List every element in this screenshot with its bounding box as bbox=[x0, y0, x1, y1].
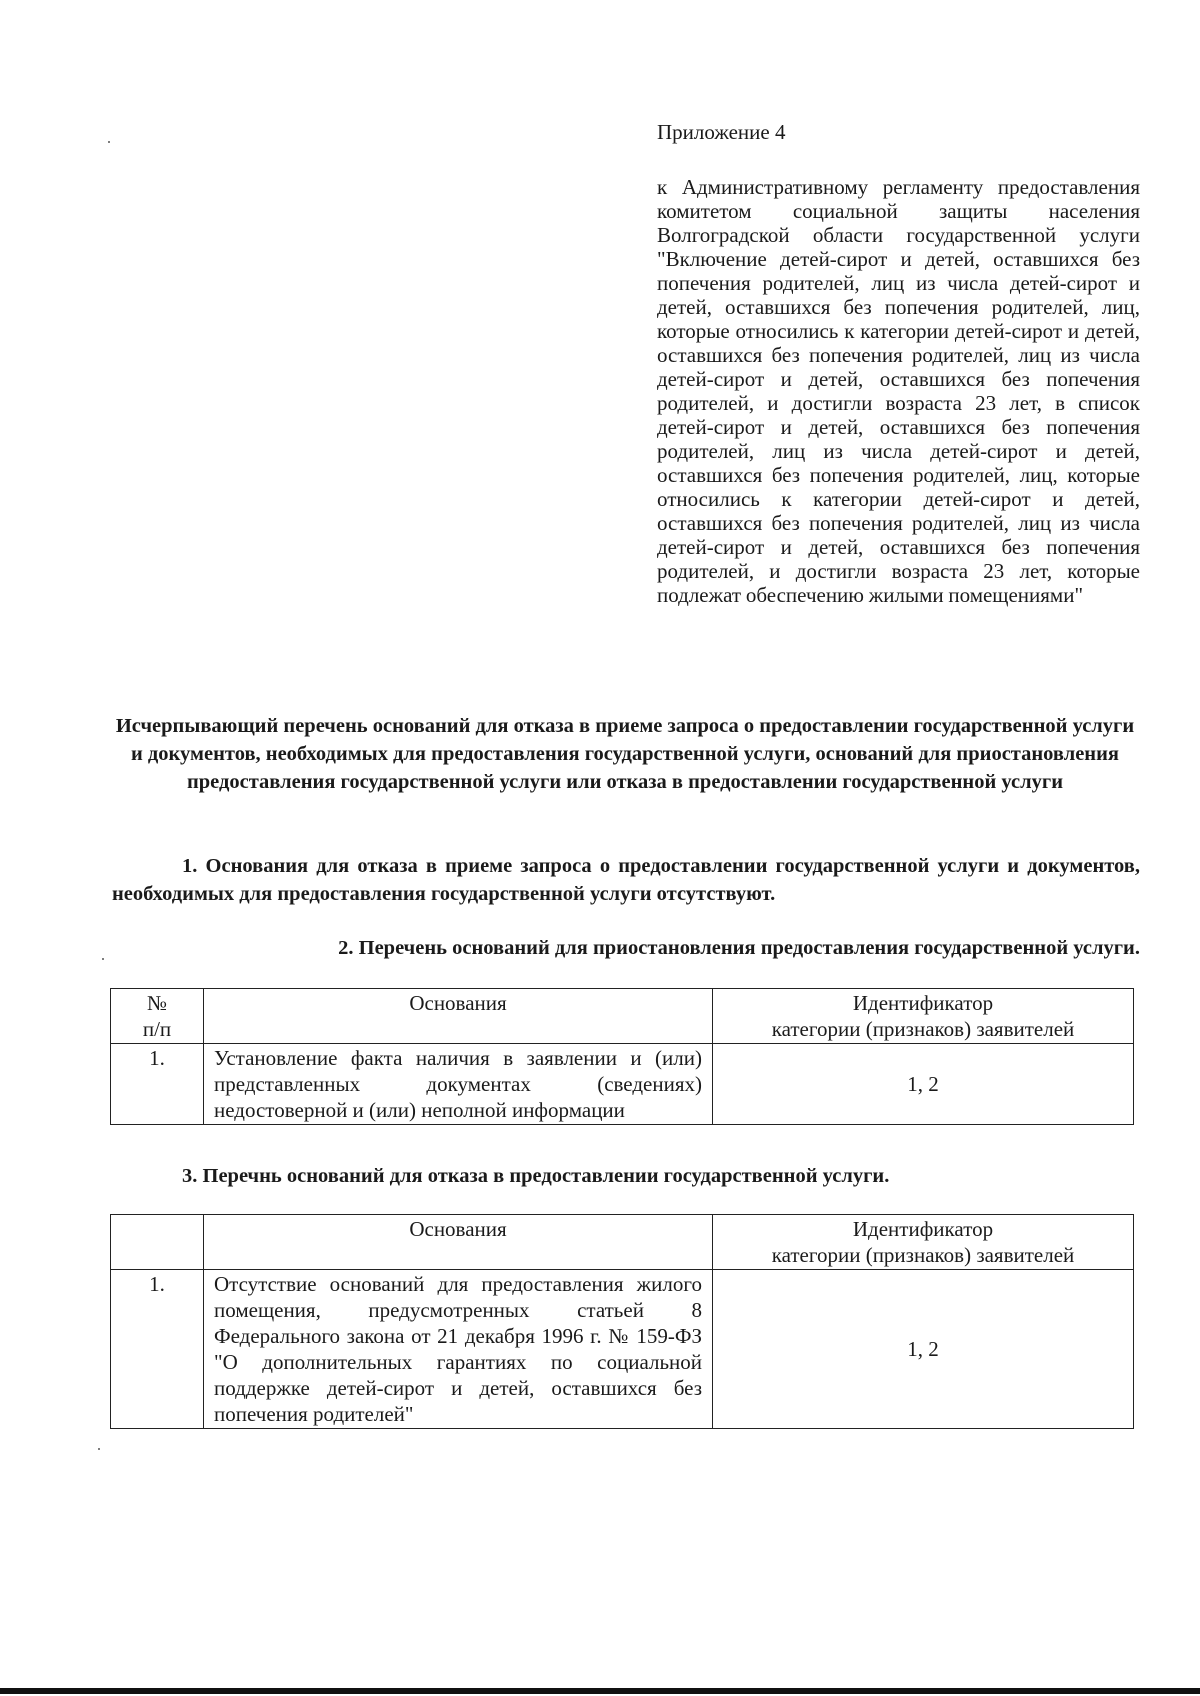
header-num-empty bbox=[111, 1215, 204, 1270]
table-header-row bbox=[111, 1215, 1134, 1270]
document-heading: Исчерпывающий перечень оснований для отказа в приеме запроса о предоставлении государственной услуги и документов, необходимых для предоставления государственной услуги, оснований для приостановления предоставления государственной услуги или отказа в предоставлении государственной услуги bbox=[115, 715, 1135, 793]
row-num: 1. bbox=[111, 1044, 204, 1125]
header-ident-line2: категории (признаков) заявителей bbox=[771, 1017, 1075, 1041]
header-num bbox=[111, 989, 204, 1044]
header-ident bbox=[713, 1215, 1134, 1270]
row-basis: Установление факта наличия в заявлении и (или) представленных документах (сведениях) недостоверной и (или) неполной информации bbox=[204, 1044, 713, 1125]
scan-speck bbox=[98, 1448, 100, 1450]
header-num-line2: п/п bbox=[142, 1017, 172, 1041]
header-ident-line1: Идентификатор bbox=[852, 991, 994, 1015]
header-basis: Основания bbox=[204, 1215, 713, 1270]
scan-bottom-edge bbox=[0, 1688, 1200, 1694]
section-3-title: 3. Перечнь оснований для отказа в предоставлении государственной услуги. bbox=[182, 1165, 890, 1187]
header-ident-line1: Идентификатор bbox=[852, 1217, 994, 1241]
row-num: 1. bbox=[111, 1270, 204, 1429]
suspension-grounds-table bbox=[110, 988, 1134, 1125]
refusal-grounds-table bbox=[110, 1214, 1134, 1429]
header-basis: Основания bbox=[204, 989, 713, 1044]
table-row bbox=[111, 1270, 1134, 1429]
appendix-reference: к Административному регламенту предоставления комитетом социальной защиты населения Волгоградской области государственной услуги "Включение детей-сирот и детей, оставшихся без попечения родителей, лиц из числа детей-сирот и детей, оставшихся без попечения родителей, лиц, которые относились к категории детей-сирот и детей, оставшихся без попечения родителей, лиц из числа детей-сирот и детей, оставшихся без попечения родителей, и достигли возраста 23 лет, в список детей-сирот и детей, оставшихся без попечения родителей, лиц из числа детей-сирот и детей, оставшихся без попечения родителей, лиц, которые относились к категории детей-сирот и детей, оставшихся без попечения родителей, лиц из числа детей-сирот и детей, оставшихся без попечения родителей, и достигли возраста 23 лет, которые подлежат обеспечению жилыми помещениями" bbox=[657, 175, 1140, 607]
table-row bbox=[111, 1044, 1134, 1125]
header-ident-line2: категории (признаков) заявителей bbox=[771, 1243, 1075, 1267]
section-2-title: 2. Перечень оснований для приостановления предоставления государственной услуги. bbox=[338, 937, 1140, 959]
row-ident: 1, 2 bbox=[713, 1044, 1134, 1125]
header-num-line1: № bbox=[146, 991, 168, 1015]
row-ident: 1, 2 bbox=[713, 1270, 1134, 1429]
section-1-text: 1. Основания для отказа в приеме запроса о предоставлении государственной услуги и документов, необходимых для предоставления государственной услуги отсутствуют. bbox=[112, 855, 1140, 905]
row-basis: Отсутствие оснований для предоставления жилого помещения, предусмотренных статьей 8 Федерального закона от 21 декабря 1996 г. № 159-ФЗ "О дополнительных гарантиях по социальной поддержке детей-сирот и детей, оставшихся без попечения родителей" bbox=[204, 1270, 713, 1429]
appendix-title: Приложение 4 bbox=[657, 120, 786, 144]
header-ident bbox=[713, 989, 1134, 1044]
table-header-row bbox=[111, 989, 1134, 1044]
scan-speck bbox=[102, 958, 104, 960]
scan-speck bbox=[108, 141, 110, 143]
